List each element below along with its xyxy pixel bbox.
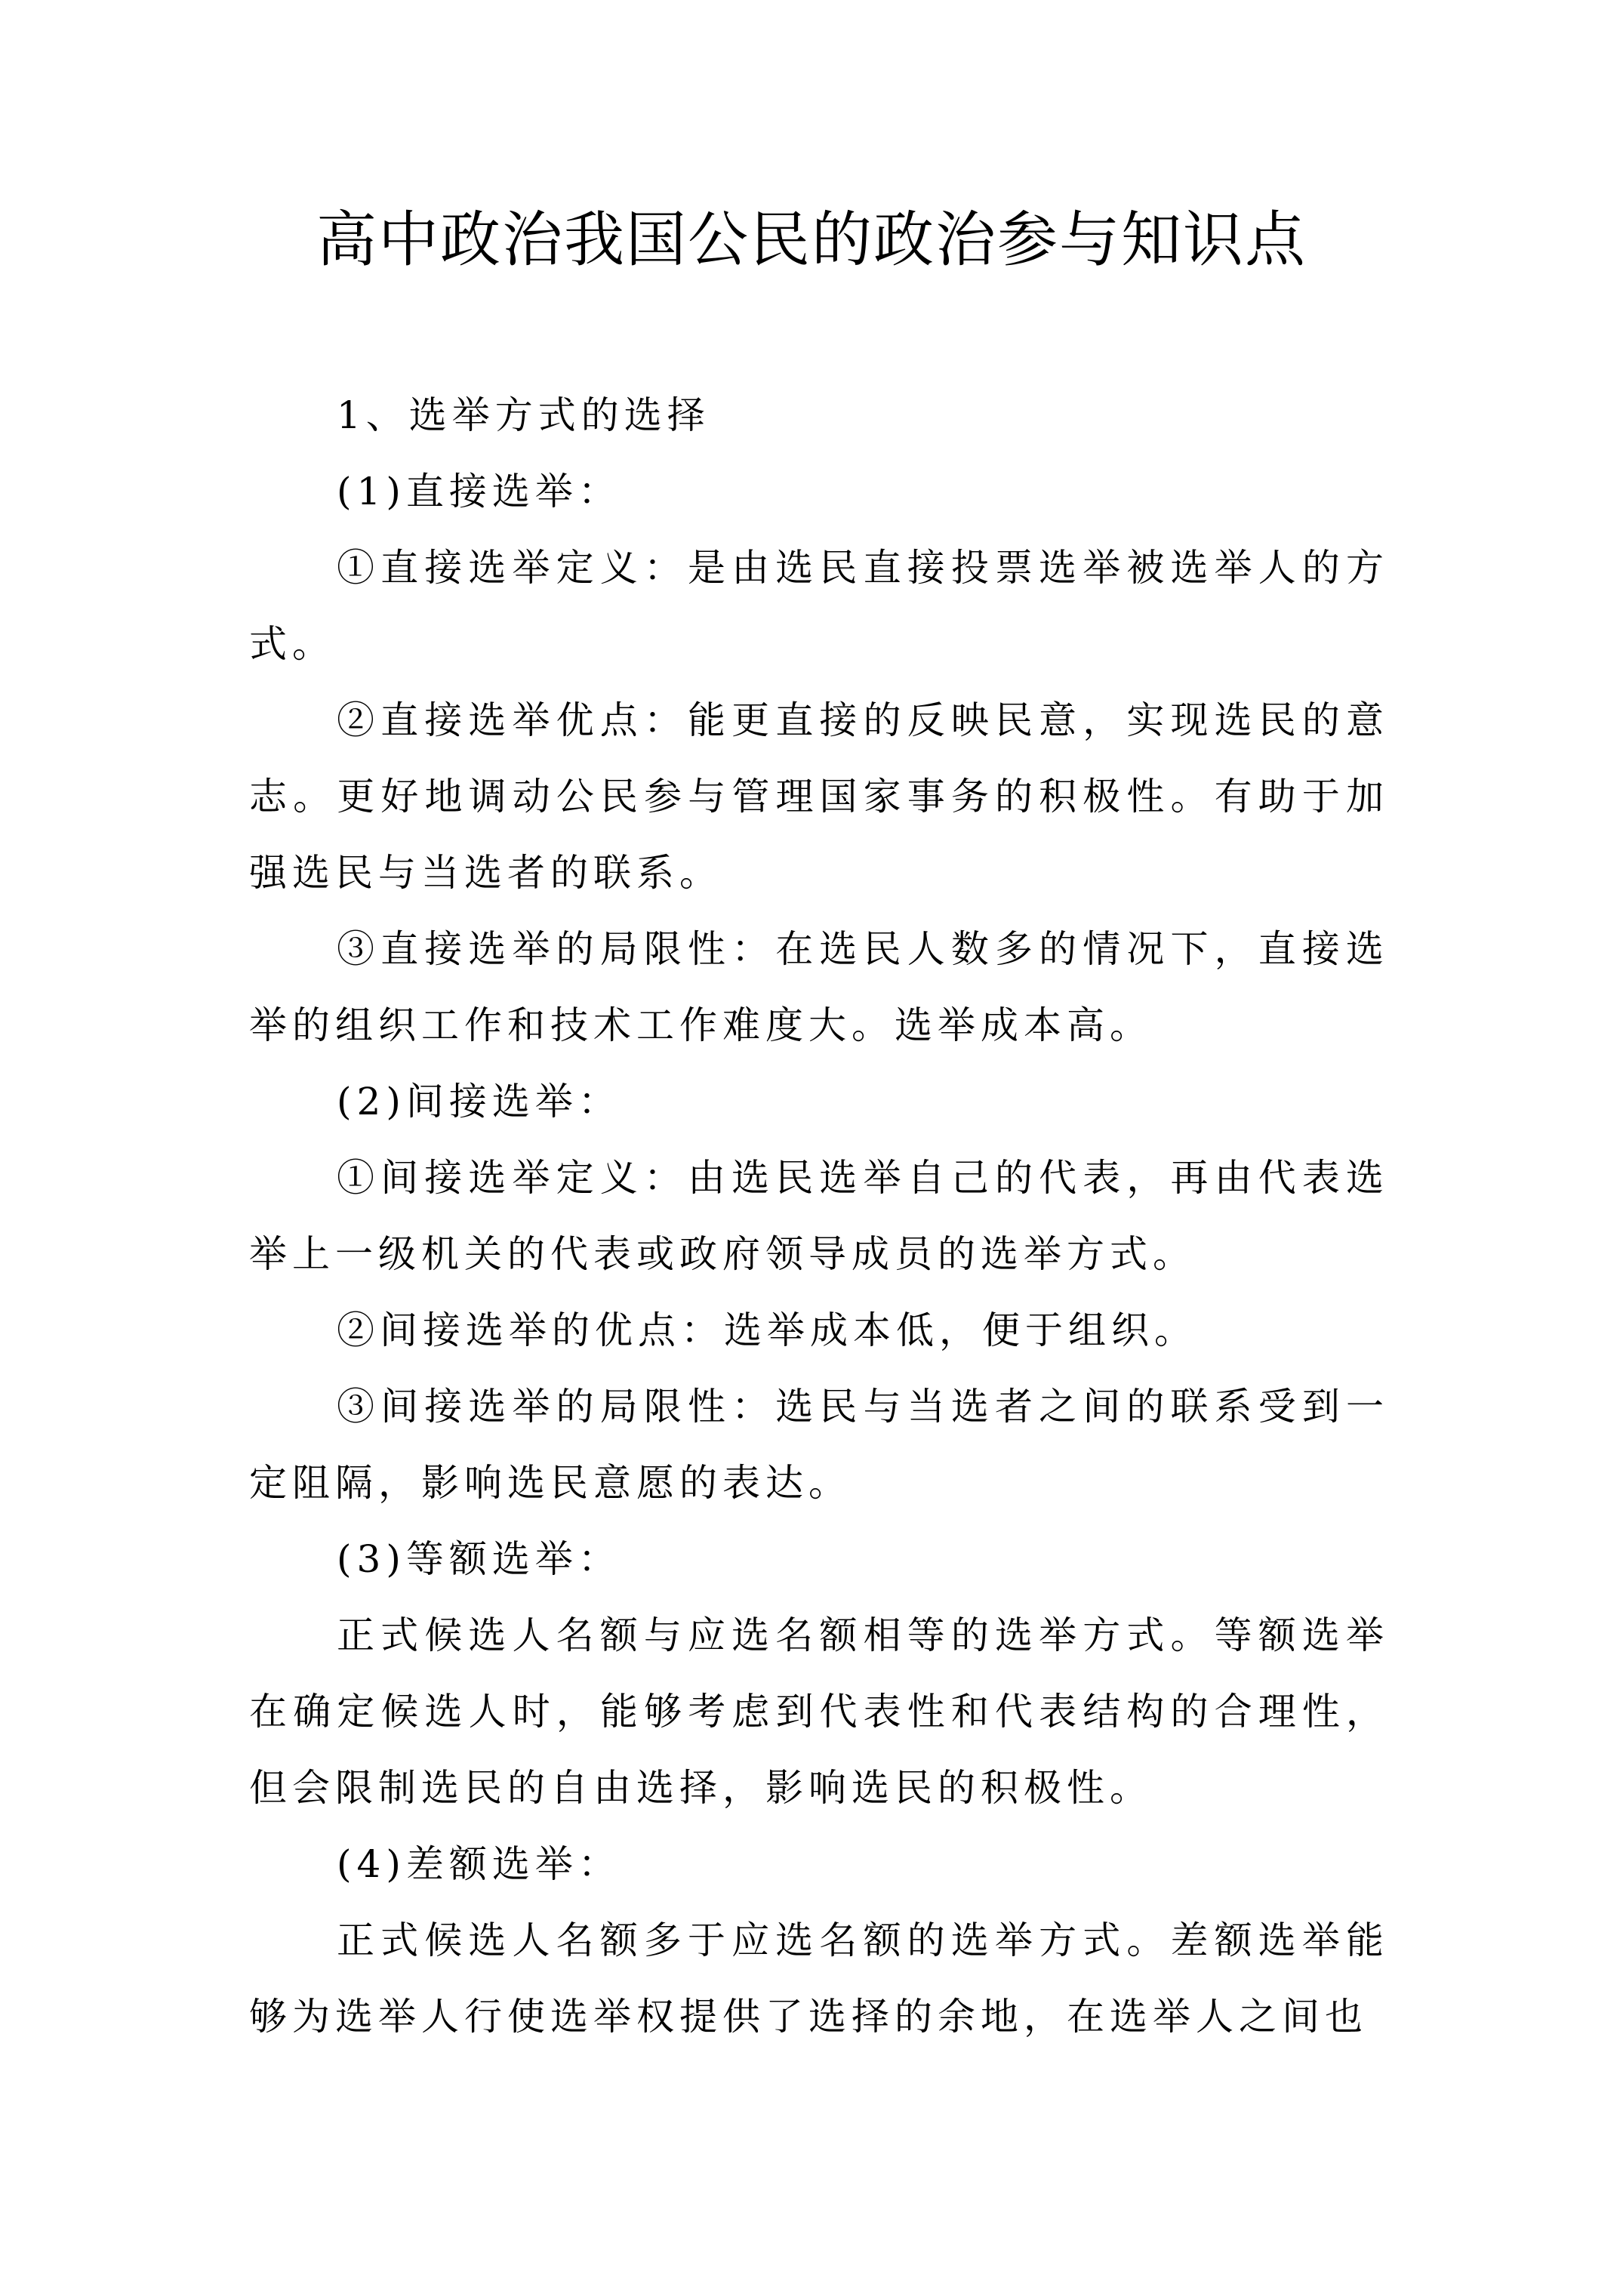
subsection-heading: (3)等额选举： [337,1537,621,1581]
subsection-heading: (2)间接选举： [337,1080,621,1123]
paragraph: ③直接选举的局限性：在选民人数多的情况下，直接选举的组织工作和技术工作难度大。选举成本高。 [249,927,1389,1047]
paragraph: ①间接选举定义：由选民选举自己的代表，再由代表选举上一级机关的代表或政府领导成员的选举方式。 [249,1156,1389,1276]
section-heading: 1、选举方式的选择 [337,393,710,437]
paragraph: ①直接选举定义：是由选民直接投票选举被选举人的方式。 [249,546,1389,666]
paragraph: ③间接选举的局限性：选民与当选者之间的联系受到一定阻隔，影响选民意愿的表达。 [249,1385,1389,1505]
paragraph: ②直接选举优点：能更直接的反映民意，实现选民的意志。更好地调动公民参与管理国家事务的积极性。有助于加强选民与当选者的联系。 [249,698,1389,895]
paragraph: 正式候选人名额与应选名额相等的选举方式。等额选举在确定候选人时，能够考虑到代表性和代表结构的合理性，但会限制选民的自由选择，影响选民的积极性。 [249,1613,1389,1810]
subsection-heading: (4)差额选举： [337,1842,621,1886]
paragraph: 正式候选人名额多于应选名额的选举方式。差额选举能够为选举人行使选举权提供了选择的余地，在选举人之间也 [249,1918,1389,2039]
document-body [249,378,1389,2055]
subsection-heading: (1)直接选举： [337,470,621,513]
document-title: 高中政治我国公民的政治参与知识点 [316,205,1307,275]
paragraph: ②间接选举的优点：选举成本低，便于组织。 [337,1308,1197,1352]
